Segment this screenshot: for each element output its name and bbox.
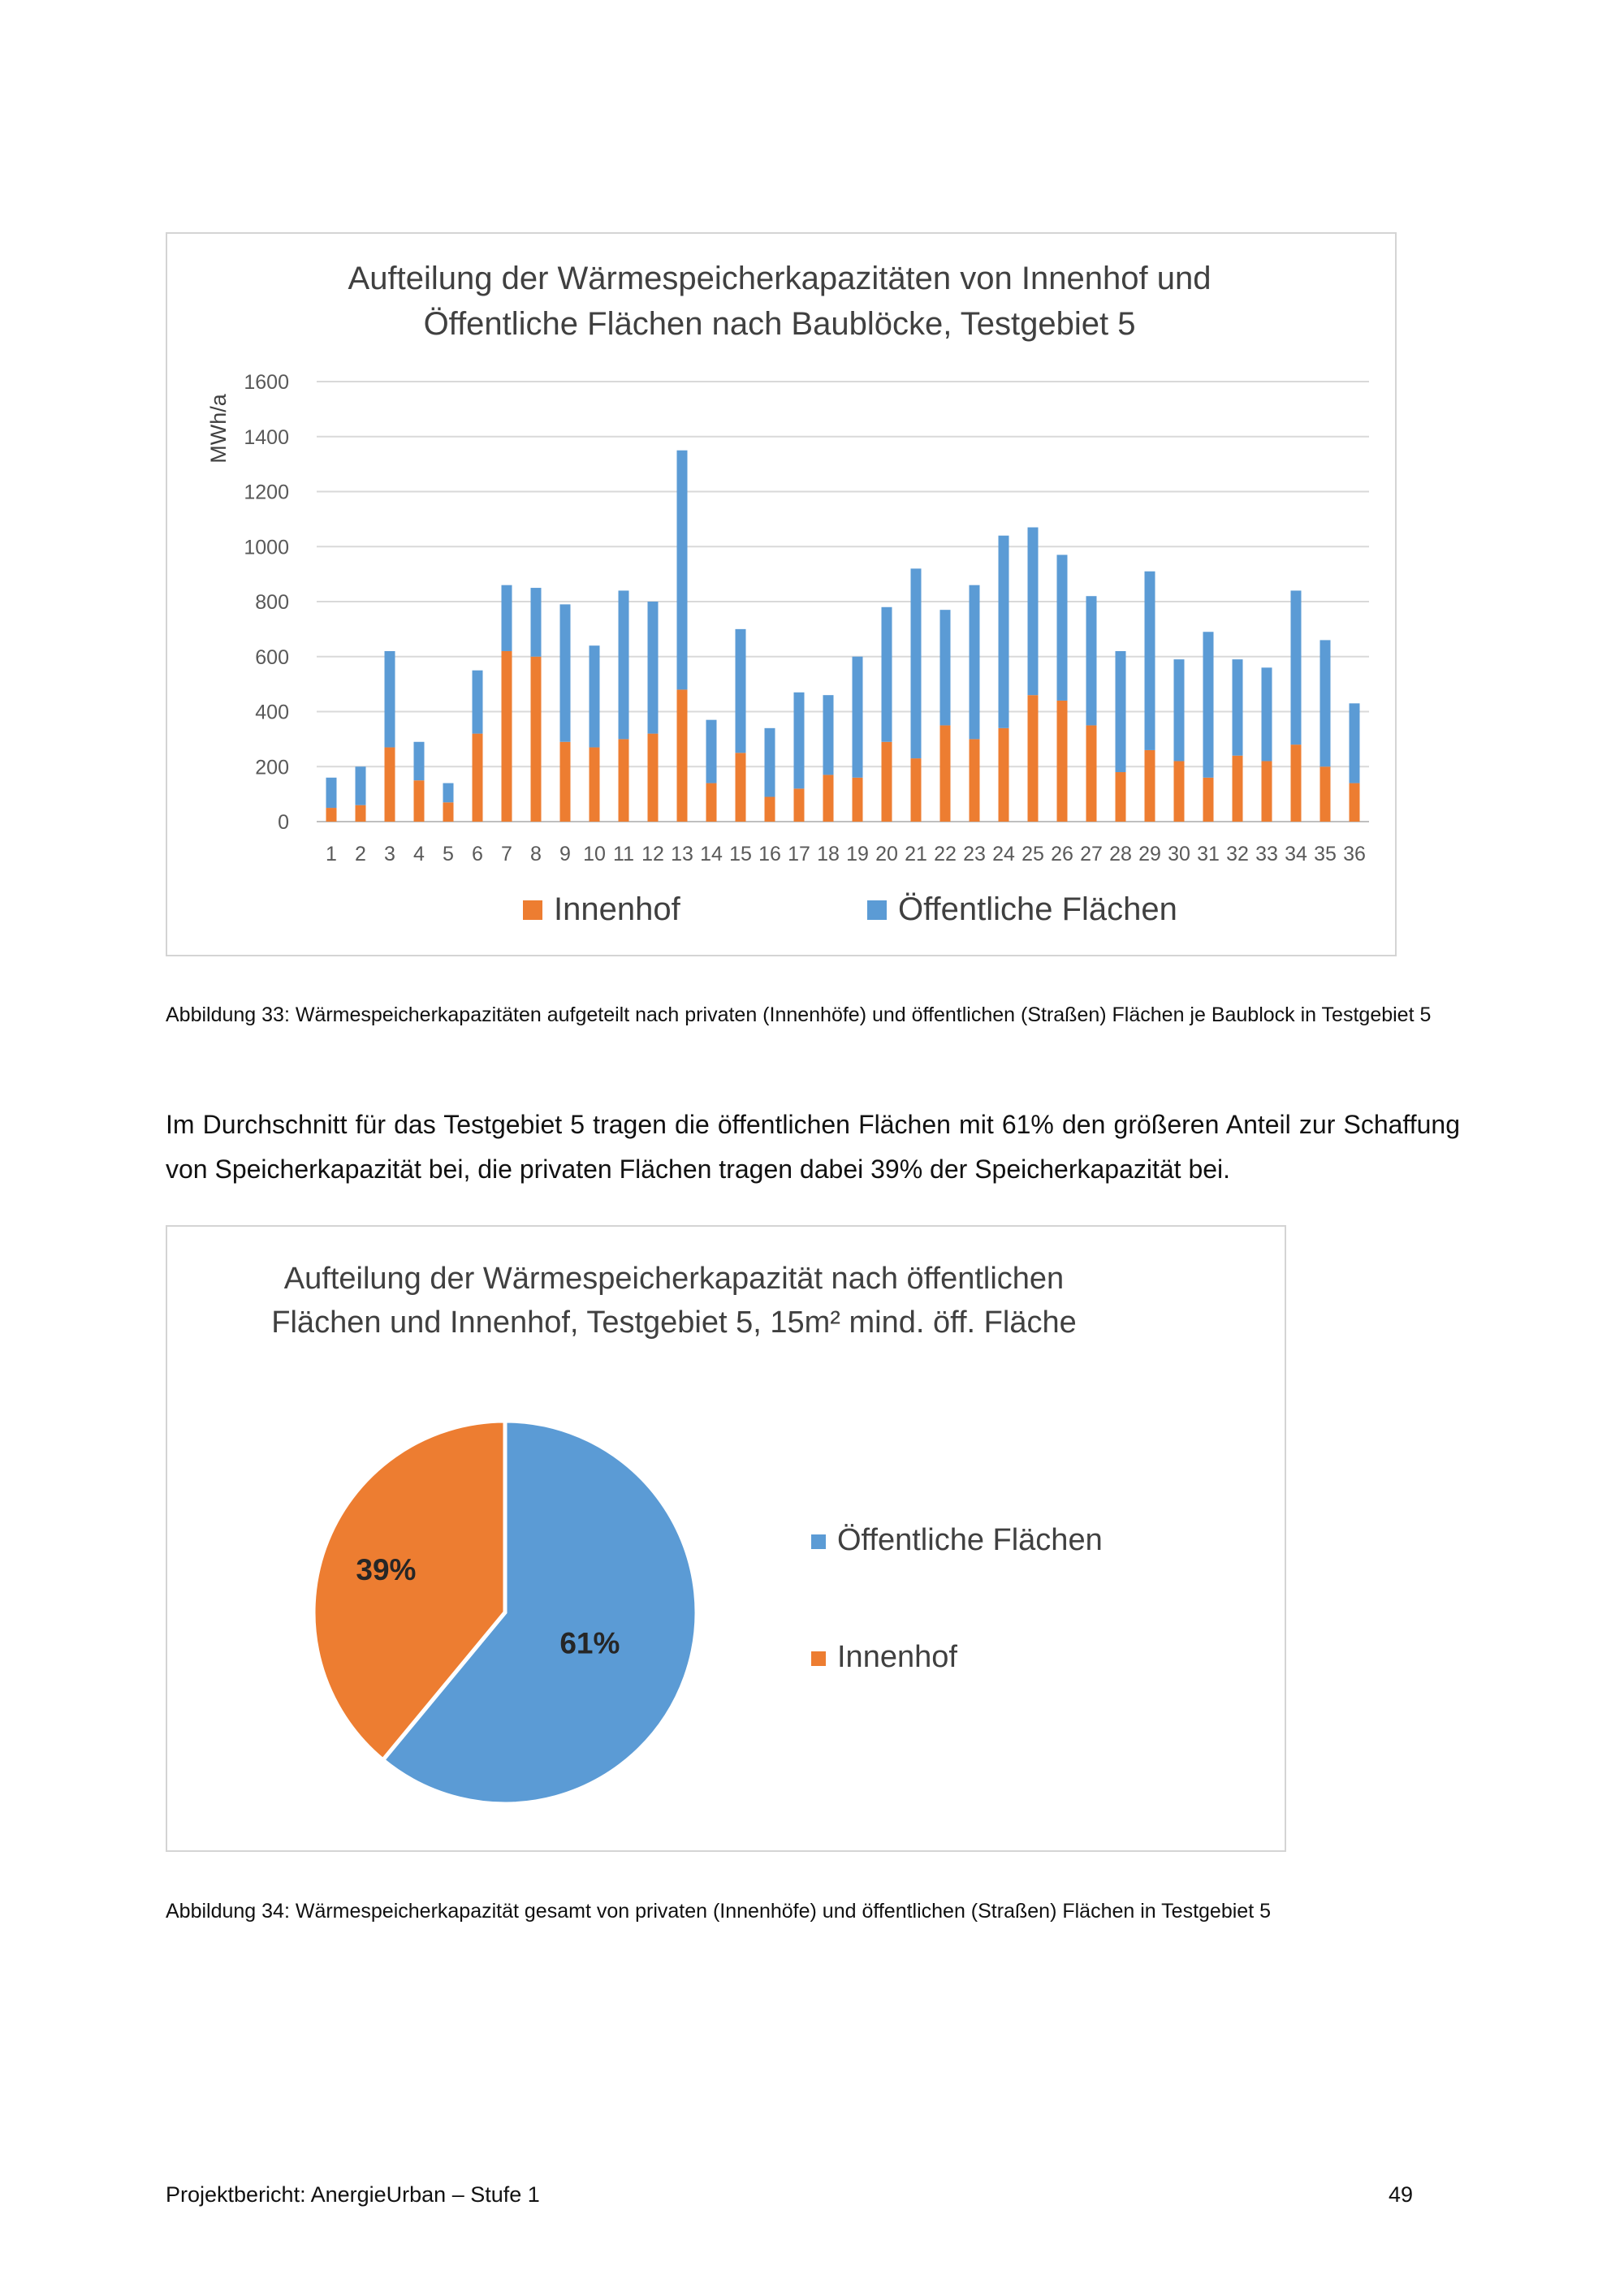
x-tick-label: 26 [1051,843,1073,865]
bar-innenhof [970,739,980,822]
x-tick-label: 31 [1197,843,1220,865]
bar-innenhof [590,748,600,822]
x-tick-label: 24 [992,843,1015,865]
pie-chart-title-line-2: Flächen und Innenhof, Testgebiet 5, 15m² mind. öff. Fläche [271,1306,1077,1340]
legend-label-innenhof: Innenhof [554,891,680,927]
bar-oeffentlich [736,629,746,753]
x-tick-label: 2 [355,843,366,865]
bar-innenhof [385,748,395,822]
bar-innenhof [853,778,863,822]
x-tick-label: 17 [788,843,810,865]
bar-oeffentlich [1028,528,1039,696]
bar-oeffentlich [385,651,395,748]
x-tick-label: 7 [501,843,512,865]
x-tick-label: 21 [905,843,927,865]
bar-innenhof [911,758,922,822]
bar-innenhof [823,775,834,822]
bar-oeffentlich [853,657,863,778]
bar-oeffentlich [765,728,775,797]
pie-chart-legend [811,1523,1103,1674]
bar-innenhof [414,780,425,822]
x-tick-label: 19 [846,843,869,865]
bar-oeffentlich [619,590,629,739]
x-tick-label: 30 [1168,843,1190,865]
figure-33-caption: Abbildung 33: Wärmespeicherkapazitäten aufgeteilt nach privaten (Innenhöfe) und öffentlichen (Straßen) Flächen je Baublock in Testgebiet 5 [166,1003,1432,1026]
bar-innenhof [1028,695,1039,822]
bar-innenhof [1116,772,1126,822]
bar-oeffentlich [356,766,366,805]
bar-innenhof [619,739,629,822]
bar-oeffentlich [1262,667,1272,761]
x-tick-label: 33 [1255,843,1278,865]
bar-oeffentlich [1291,590,1302,744]
bar-chart-title-line-2: Öffentliche Flächen nach Baublöcke, Testgebiet 5 [423,306,1136,342]
bar-oeffentlich [1320,640,1331,766]
x-tick-label: 23 [963,843,986,865]
bar-innenhof [1145,750,1155,822]
bar-innenhof [356,805,366,822]
bar-innenhof [1057,701,1068,822]
bar-oeffentlich [560,604,571,741]
bar-oeffentlich [1145,572,1155,750]
bar-innenhof [648,734,659,822]
x-tick-label: 27 [1080,843,1103,865]
pie-chart-figure [166,1225,1286,1852]
pie-legend-label-oeffentlich: Öffentliche Flächen [837,1523,1103,1557]
bar-innenhof [706,783,717,822]
bar-innenhof [1203,778,1214,822]
bar-innenhof [473,734,483,822]
bar-innenhof [1350,783,1360,822]
x-tick-label: 3 [384,843,395,865]
x-tick-label: 34 [1285,843,1307,865]
x-tick-label: 6 [472,843,483,865]
y-tick-label: 1200 [244,481,289,504]
y-tick-label: 1000 [244,536,289,559]
x-tick-label: 14 [700,843,723,865]
y-tick-label: 200 [255,756,289,779]
bar-innenhof [1262,761,1272,822]
bar-innenhof [443,802,454,822]
pie-data-label: 61% [559,1626,620,1660]
x-tick-label: 10 [583,843,606,865]
x-tick-label: 15 [729,843,752,865]
legend-swatch-oeffentlich [867,900,887,920]
bar-oeffentlich [940,610,951,725]
y-tick-label: 1600 [244,371,289,394]
bar-oeffentlich [706,720,717,783]
x-tick-label: 22 [934,843,957,865]
bar-innenhof [882,742,892,822]
x-tick-label: 12 [641,843,664,865]
legend-swatch-innenhof [523,900,542,920]
bar-oeffentlich [677,451,688,690]
pie-chart [167,1227,1288,1854]
pie-data-label: 39% [356,1553,417,1587]
bar-innenhof [940,725,951,822]
bar-oeffentlich [882,607,892,742]
bar-oeffentlich [502,585,512,651]
x-tick-label: 29 [1138,843,1161,865]
bar-oeffentlich [1057,555,1068,701]
bar-innenhof [531,657,542,822]
x-tick-label: 8 [530,843,542,865]
bar-oeffentlich [911,568,922,758]
bar-innenhof [502,651,512,822]
bar-innenhof [560,742,571,822]
pie-chart-title-line-1: Aufteilung der Wärmespeicherkapazität nach öffentlichen [283,1262,1065,1296]
bar-chart-legend [523,891,1177,927]
y-tick-label: 1400 [244,425,289,449]
legend-label-oeffentlich: Öffentliche Flächen [898,891,1177,927]
bar-oeffentlich [1233,659,1243,756]
y-tick-label: 800 [255,591,289,614]
figure-34-caption: Abbildung 34: Wärmespeicherkapazität gesamt von privaten (Innenhöfe) und öffentlichen (Straßen) Flächen in Testgebiet 5 [166,1900,1271,1923]
pie-chart-slices [313,1421,697,1804]
x-tick-label: 4 [413,843,425,865]
bar-oeffentlich [531,588,542,657]
bar-chart-y-axis-label: MWh/a [206,394,231,464]
bar-innenhof [1320,766,1331,822]
bar-innenhof [677,689,688,822]
y-tick-label: 0 [278,811,289,834]
x-tick-label: 1 [326,843,337,865]
bar-oeffentlich [326,778,337,808]
bar-innenhof [1086,725,1097,822]
y-tick-label: 600 [255,645,289,669]
body-paragraph: Im Durchschnitt für das Testgebiet 5 tragen die öffentlichen Flächen mit 61% den größeren Anteil zur Schaffung von Speicherkapazität bei, die privaten Flächen tragen dabei 39% der Speicherkapazität bei. [166,1110,1460,1184]
bar-oeffentlich [1174,659,1185,761]
bar-chart-figure [166,232,1397,956]
pie-legend-swatch-innenhof [811,1651,826,1666]
bar-innenhof [999,728,1009,822]
x-tick-label: 18 [817,843,840,865]
x-tick-label: 28 [1109,843,1132,865]
x-tick-label: 20 [875,843,898,865]
x-tick-label: 35 [1314,843,1337,865]
bar-innenhof [1291,744,1302,822]
x-tick-label: 5 [443,843,454,865]
bar-chart-x-ticks [326,843,1366,865]
bar-oeffentlich [823,695,834,775]
bar-oeffentlich [999,536,1009,728]
bar-oeffentlich [414,742,425,780]
bar-oeffentlich [648,602,659,734]
pie-legend-swatch-oeffentlich [811,1534,826,1549]
footer-project-title: Projektbericht: AnergieUrban – Stufe 1 [166,2182,540,2207]
x-tick-label: 13 [671,843,693,865]
y-tick-label: 400 [255,701,289,724]
bar-oeffentlich [1116,651,1126,772]
bar-chart-title-line-1: Aufteilung der Wärmespeicherkapazitäten von Innenhof und [348,261,1212,296]
bar-oeffentlich [1350,703,1360,783]
bar-innenhof [765,797,775,822]
bar-oeffentlich [590,645,600,747]
pie-legend-label-innenhof: Innenhof [837,1640,957,1674]
bar-oeffentlich [970,585,980,740]
bar-chart-y-ticks [244,371,289,834]
x-tick-label: 25 [1021,843,1044,865]
x-tick-label: 16 [758,843,781,865]
bar-innenhof [326,808,337,822]
x-tick-label: 11 [613,843,634,865]
bar-oeffentlich [794,693,805,789]
bar-innenhof [736,753,746,822]
bar-oeffentlich [473,671,483,734]
bar-chart [167,234,1398,958]
x-tick-label: 9 [559,843,571,865]
x-tick-label: 36 [1343,843,1366,865]
x-tick-label: 32 [1226,843,1249,865]
bar-innenhof [1174,761,1185,822]
bar-oeffentlich [443,783,454,803]
bar-innenhof [1233,756,1243,822]
bar-oeffentlich [1203,632,1214,778]
bar-oeffentlich [1086,596,1097,725]
bar-innenhof [794,788,805,822]
footer-page-number: 49 [1389,2182,1414,2207]
